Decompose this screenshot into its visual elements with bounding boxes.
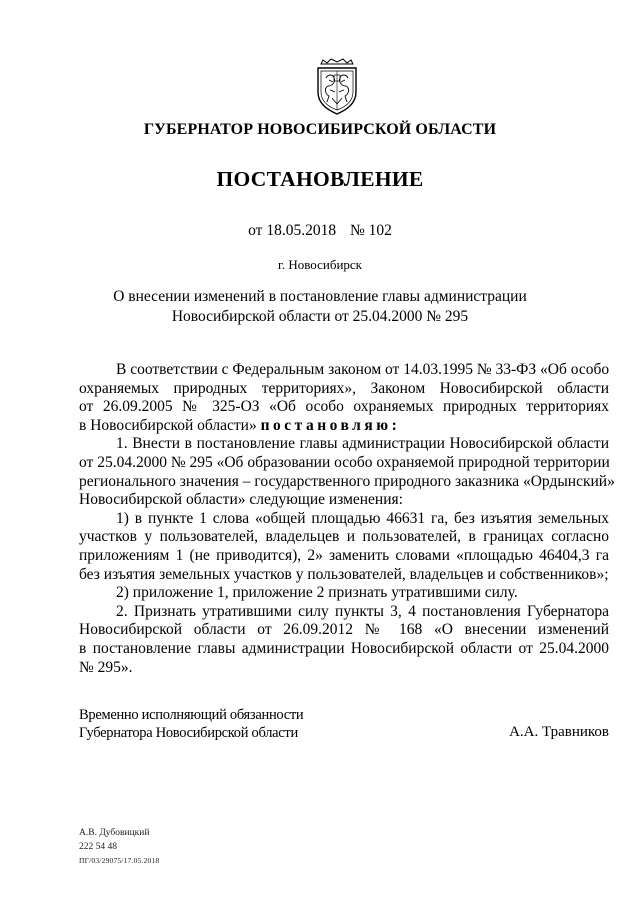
- document-type: ПОСТАНОВЛЕНИЕ: [216, 167, 424, 191]
- executor-footer: [79, 826, 159, 868]
- subject-line: Новосибирской области от 25.04.2000 № 295: [171, 308, 469, 325]
- signatory-title-line: Временно исполняющий обязанности: [79, 707, 304, 723]
- document-body: [79, 361, 615, 677]
- body-line: в Новосибирской области»: [79, 416, 257, 434]
- body-line: участков у пользователей, владельцев и пользователей, в границах согласно: [79, 528, 609, 546]
- executor-phone: 222 54 48: [79, 842, 117, 852]
- authority-title: ГУБЕРНАТОР НОВОСИБИРСКОЙ ОБЛАСТИ: [143, 121, 497, 138]
- registration-code: ПГ/03/29075/17.05.2018: [79, 856, 160, 865]
- decree-word: постановляю: [260, 416, 392, 434]
- body-line: от 25.04.2000 № 295 «Об образовании особо охраняемой природной территории: [79, 453, 610, 471]
- signatory-title: [79, 706, 303, 742]
- signatory-title-line: Губернатора Новосибирской области: [79, 725, 298, 741]
- decree-line: [79, 417, 609, 436]
- date-prefix: от: [248, 222, 263, 239]
- body-line: 2) приложение 1, приложение 2 признать утратившими силу.: [116, 584, 518, 602]
- city: г. Новосибирск: [277, 257, 362, 272]
- body-line: охраняемых природных территориях», Законом Новосибирской области: [79, 379, 609, 397]
- document-date: 18.05.2018: [266, 222, 337, 239]
- body-line: 1) в пункте 1 слова «общей площадью 46631 га, без изъятия земельных: [116, 509, 609, 527]
- novosibirsk-coat-of-arms-icon: [314, 58, 360, 116]
- subject-line: О внесении изменений в постановление главы администрации: [113, 288, 527, 305]
- date-line: [0, 222, 640, 240]
- body-line: № 295».: [79, 658, 133, 676]
- document-subject: [0, 287, 640, 327]
- body-line: Новосибирской области» следующие изменения:: [79, 491, 403, 509]
- body-line: 2. Признать утратившими силу пункты 3, 4 постановления Губернатора: [116, 602, 609, 620]
- body-line: 1. Внести в постановление главы администрации Новосибирской области: [116, 435, 609, 453]
- decree-colon: :: [391, 416, 397, 434]
- body-line: В соответствии с Федеральным законом от 14.03.1995 № 33-ФЗ «Об особо: [116, 361, 610, 378]
- body-line: в постановление главы администрации Новосибирской области от 25.04.2000: [79, 639, 609, 657]
- executor-name: А.В. Дубовицкий: [79, 828, 150, 838]
- document-number: № 102: [349, 222, 392, 239]
- body-line: приложениям 1 (не приводится), 2» заменить словами «площадью 46404,3 га: [79, 546, 609, 564]
- body-line: регионального значения – государственного природного заказника «Ордынский»: [79, 472, 615, 490]
- body-line: от 26.09.2005 № 325-ОЗ «Об особо охраняемых природных территориях: [79, 398, 609, 416]
- body-line: Новосибирской области от 26.09.2012 № 168 «О внесении изменений: [79, 621, 609, 639]
- body-line: без изъятия земельных участков у пользователей, владельцев и собственников»;: [79, 565, 609, 583]
- signatory-name: А.А. Травников: [509, 724, 609, 740]
